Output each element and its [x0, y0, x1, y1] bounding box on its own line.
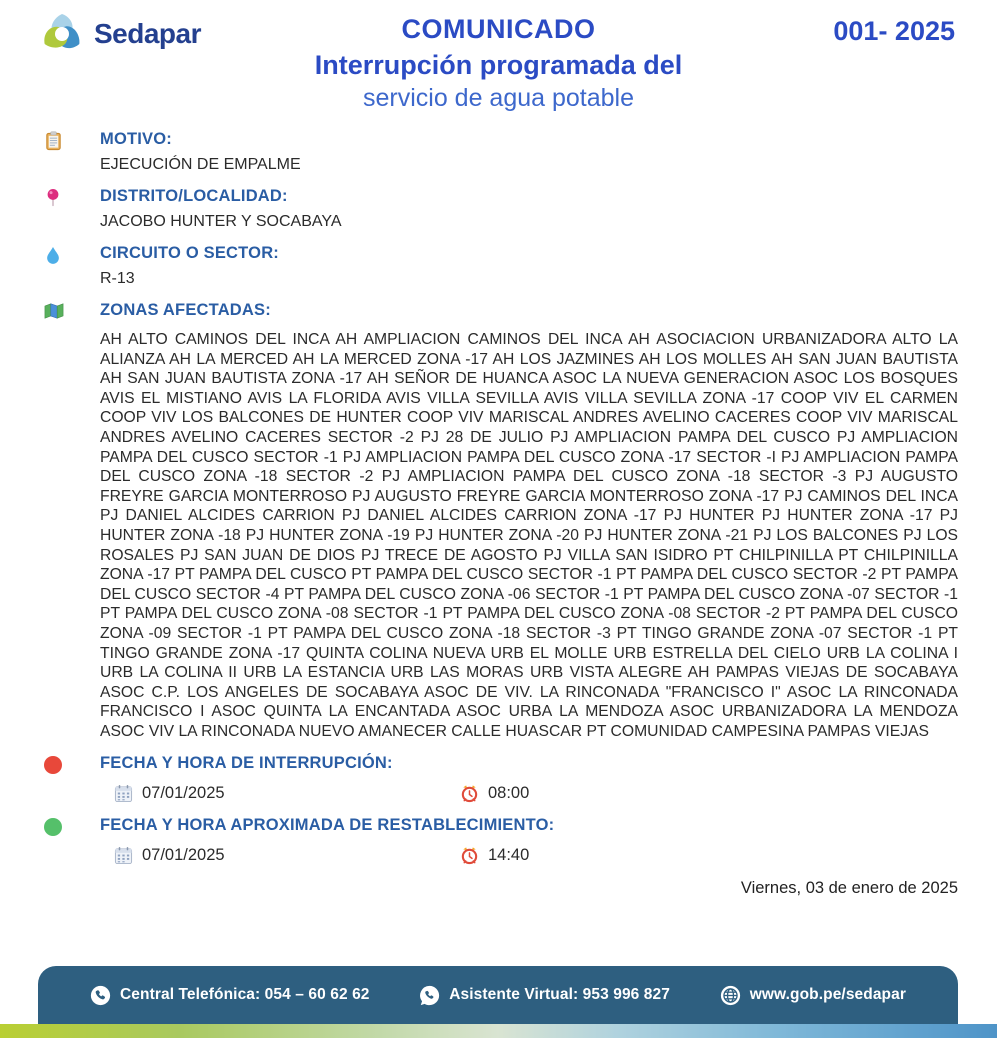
interrupcion-datetime-row: [100, 784, 958, 803]
sedapar-logo: [36, 8, 201, 60]
content-area: [0, 124, 997, 898]
motivo-value: EJECUCIÓN DE EMPALME: [100, 156, 301, 173]
green-circle-icon: [38, 816, 100, 841]
header: [0, 0, 997, 124]
phone-icon: [90, 985, 111, 1006]
globe-icon: [720, 985, 741, 1006]
distrito-value: JACOBO HUNTER Y SOCABAYA: [100, 213, 342, 230]
footer-website-text: www.gob.pe/sedapar: [749, 986, 906, 1003]
section-distrito: [38, 187, 958, 231]
whatsapp-icon: [419, 985, 440, 1006]
subtitle-light: servicio de agua potable: [362, 84, 635, 112]
calendar-icon: [114, 784, 133, 803]
map-icon: [38, 301, 100, 320]
section-circuito: [38, 244, 958, 288]
footer-whatsapp-text: Asistente Virtual: 953 996 827: [449, 986, 670, 1003]
sedapar-logo-icon: [36, 8, 88, 60]
restablecimiento-date: 07/01/2025: [142, 846, 225, 865]
footer-phone: [90, 985, 370, 1006]
footer-bar: [38, 966, 958, 1024]
water-drop-icon: [38, 244, 100, 266]
alarm-clock-icon: [460, 784, 479, 803]
pushpin-icon: [38, 187, 100, 209]
doc-number: 001- 2025: [833, 16, 955, 46]
interrupcion-time: 08:00: [488, 784, 530, 803]
circuito-label: CIRCUITO O SECTOR:: [100, 244, 280, 262]
interrupcion-date: 07/01/2025: [142, 784, 225, 803]
issued-date: Viernes, 03 de enero de 2025: [740, 879, 958, 898]
section-motivo: [38, 130, 958, 174]
restablecimiento-label: FECHA Y HORA APROXIMADA DE RESTABLECIMIENTO:: [100, 816, 555, 835]
red-circle-icon: [38, 754, 100, 779]
footer-whatsapp: [419, 985, 670, 1006]
gradient-strip: [0, 1024, 997, 1038]
brand-name: Sedapar: [94, 18, 201, 49]
motivo-label: MOTIVO:: [100, 130, 172, 148]
restablecimiento-time: 14:40: [488, 846, 530, 865]
section-restablecimiento: [38, 816, 958, 865]
subtitle-bold: Interrupción programada del: [314, 50, 683, 80]
circuito-value: R-13: [100, 270, 135, 287]
clipboard-icon: [38, 130, 100, 151]
footer-website: [720, 985, 906, 1006]
zonas-value: AH ALTO CAMINOS DEL INCA AH AMPLIACION CAMINOS DEL INCA AH ASOCIACION URBANIZADORA ALTO LA ALIANZA AH LA MERCED AH LA MERCED ZONA -17 AH LOS JAZMINES AH LOS MOLLES AH SAN JUAN BAUTISTA AH SAN JUAN BAUTISTA ZONA -17 AH SEÑOR DE HUANCA ASOC LA NUEVA GENERACION ASOC LOS BOSQUES AVIS EL MISTIANO AVIS LA FLORIDA AVIS VILLA SEVILLA AVIS VILLA SEVILLA ZONA -17 COOP VIV EL CARMEN COOP VIV LOS BALCONES DE HUNTER COOP VIV MARISCAL ANDRES AVELINO CACERES COOP VIV MARISCAL ANDRES AVELINO CACERES SECTOR -2 PJ 28 DE JULIO PJ AMPLIACION PAMPA DEL CUSCO PJ AMPLIACION PAMPA DEL CUSCO SECTOR -1 PJ AMPLIACION PAMPA DEL CUSCO ZONA -17 SECTOR -I PJ AMPLIACION PAMPA DEL CUSCO ZONA -18 SECTOR -2 PJ AMPLIACION PAMPA DEL CUSCO ZONA -18 SECTOR -3 PJ AUGUSTO FREYRE GARCIA MONTERROSO PJ AUGUSTO FREYRE GARCIA MONTERROSO ZONA -17 PJ CAMINOS DEL INCA PJ DANIEL ALCIDES CARRION PJ DANIEL ALCIDES CARRION ZONA -17 PJ HUNTER PJ HUNTER ZONA -17 PJ HUNTER ZONA -18 PJ HUNTER ZONA -19 PJ HUNTER ZONA -20 PJ HUNTER ZONA -21 PJ LOS BALCONES PJ LOS ROSALES PJ SAN JUAN DE DIOS PJ TRECE DE AGOSTO PJ VILLA SAN ISIDRO PT CHILPINILLA PT CHILPINILLA ZONA -17 PT PAMPA DEL CUSCO PT PAMPA DEL CUSCO SECTOR -1 PT PAMPA DEL CUSCO SECTOR -2 PT PAMPA DEL CUSCO SECTOR -4 PT PAMPA DEL CUSCO ZONA -06 SECTOR -1 PT PAMPA DEL CUSCO ZONA -07 SECTOR -1 PT PAMPA DEL CUSCO ZONA -08 SECTOR -1 PT PAMPA DEL CUSCO ZONA -08 SECTOR -2 PT PAMPA DEL CUSCO ZONA -09 SECTOR -1 PT PAMPA DEL CUSCO ZONA -18 SECTOR -3 PT TINGO GRANDE ZONA -07 SECTOR -1 PT TINGO GRANDE ZONA -17 QUINTA COLINA NUEVA URB EL MOLLE URB ESTRELLA DEL CIELO URB LA COLINA I URB LA COLINA II URB LA ESTANCIA URB LAS MORAS URB VISTA ALEGRE AH PAMPAS VIEJAS DE SOCABAYA ASOC C.P. LOS ANGELES DE SOCABAYA ASOC DE VIV. LA RINCONADA "FRANCISCO I" ASOC LA RINCONADA FRANCISCO I ASOC QUINTA LA ENCANTADA ASOC URBA LA MENDOZA ASOC URBANIZADORA LA MENDOZA ASOC VIV LA RINCONADA NUEVO AMANECER CALLE HUASCAR PT COMUNIDAD CAMPESINA PAMPAS VIEJAS: [100, 331, 958, 740]
footer-phone-text: Central Telefónica: 054 – 60 62 62: [120, 986, 370, 1003]
section-interrupcion: [38, 754, 958, 803]
restablecimiento-datetime-row: [100, 846, 958, 865]
calendar-icon: [114, 846, 133, 865]
alarm-clock-icon: [460, 846, 479, 865]
distrito-label: DISTRITO/LOCALIDAD:: [100, 187, 288, 205]
interrupcion-label: FECHA Y HORA DE INTERRUPCIÓN:: [100, 754, 393, 773]
page-title: COMUNICADO: [401, 14, 596, 44]
zonas-label: ZONAS AFECTADAS:: [100, 301, 271, 319]
section-zonas: [38, 301, 958, 741]
